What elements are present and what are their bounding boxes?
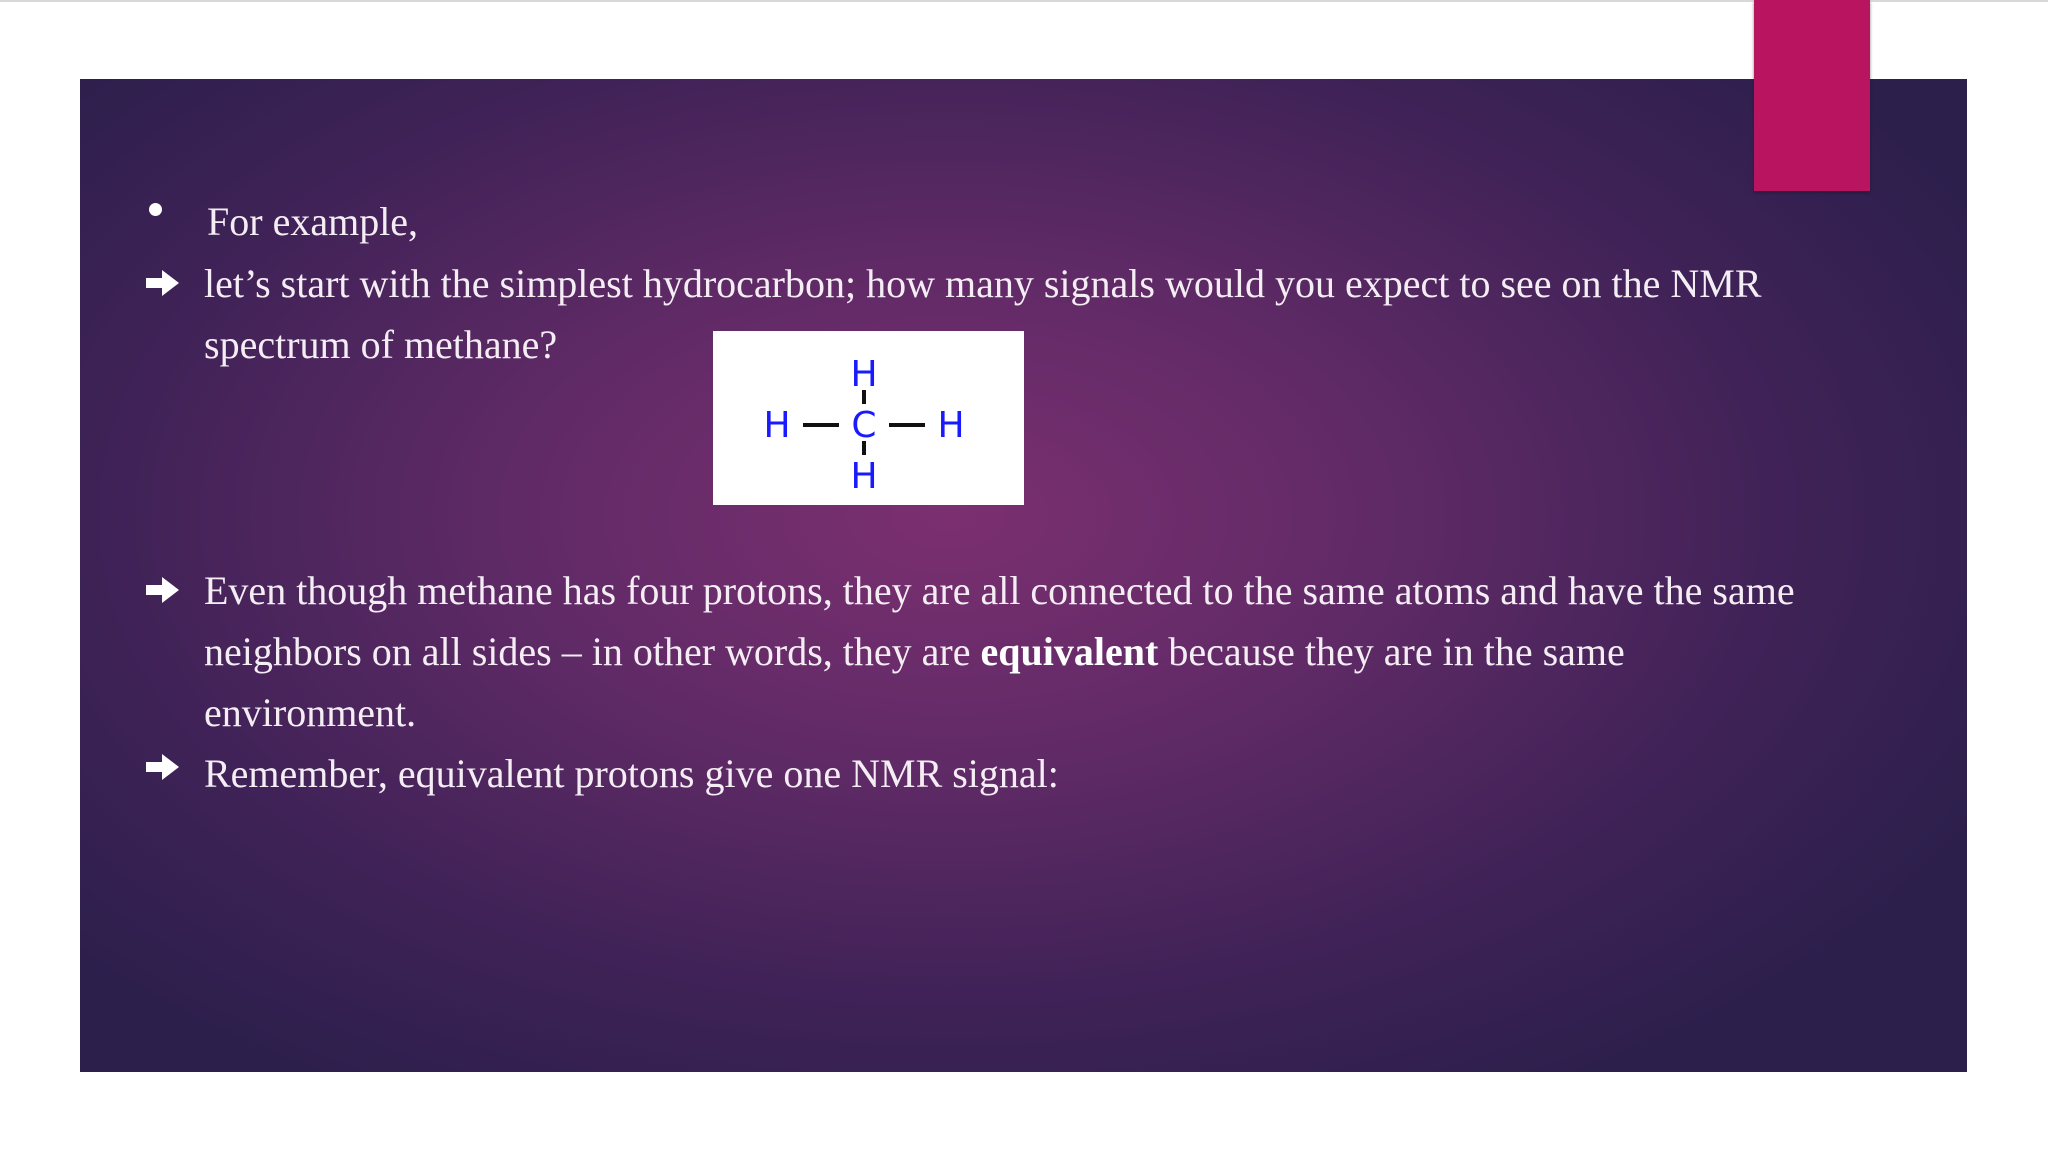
item2-line2-before: neighbors on all sides – in other words, they are bbox=[204, 629, 981, 674]
right-arrow-icon bbox=[145, 752, 181, 782]
right-arrow-icon bbox=[145, 268, 181, 298]
item1-line1: let’s start with the simplest hydrocarbon; how many signals would you expect to see on the NMR bbox=[204, 261, 1762, 306]
item2-line2 bbox=[204, 628, 1625, 675]
item1-line2: spectrum of methane? bbox=[204, 322, 558, 367]
item2-line2-bold: equivalent bbox=[980, 629, 1159, 674]
methane-structure-svg bbox=[713, 331, 1024, 505]
right-arrow-icon bbox=[145, 575, 181, 605]
item3-line1: Remember, equivalent protons give one NMR signal: bbox=[204, 751, 1059, 796]
atom-h-bottom: H bbox=[850, 456, 878, 497]
top-rule bbox=[0, 0, 2048, 2]
item2-line2-after: because they are in the same bbox=[1158, 629, 1625, 674]
atom-h-right: H bbox=[937, 405, 965, 446]
bullet-dot-icon bbox=[149, 203, 162, 216]
methane-structure-image bbox=[713, 331, 1024, 505]
atom-c-center: C bbox=[851, 405, 877, 446]
item2-line3: environment. bbox=[204, 690, 417, 735]
bullet-intro-text: For example, bbox=[207, 199, 419, 244]
accent-tab-overlay bbox=[1754, 0, 1870, 191]
atom-h-left: H bbox=[763, 405, 791, 446]
item2-line1: Even though methane has four protons, they are all connected to the same atoms and have the same bbox=[204, 568, 1795, 613]
atom-h-top: H bbox=[850, 354, 878, 395]
